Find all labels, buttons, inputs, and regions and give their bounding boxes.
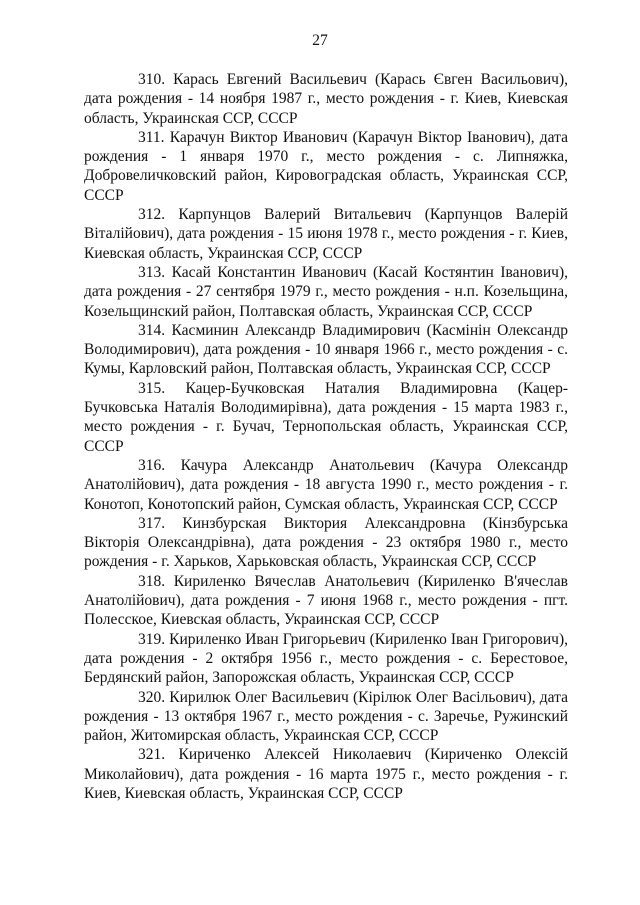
list-item: 311. Карачун Виктор Иванович (Карачун Віктор Іванович), дата рождения - 1 января 1970 г., место рождения - с. Липняжка, Добровеличковский район, Кировоградская область, Украинская ССР, СССР xyxy=(84,128,568,204)
entry-list xyxy=(84,70,568,803)
list-item: 310. Карась Евгений Васильевич (Карась Євген Васильович), дата рождения - 14 ноября 1987 г., место рождения - г. Киев, Киевская область, Украинская ССР, СССР xyxy=(84,71,568,127)
list-item: 317. Кинзбурская Виктория Александровна (Кінзбурська Вікторія Олександрівна), дата рождения - 23 октября 1980 г., место рождения - г. Харьков, Харьковская область, Украинская ССР, СССР xyxy=(84,514,568,571)
list-item: 312. Карпунцов Валерий Витальевич (Карпунцов Валерій Віталійович), дата рождения - 15 июня 1978 г., место рождения - г. Киев, Киевская область, Украинская ССР, СССР xyxy=(84,206,568,262)
list-item: 313. Касай Константин Иванович (Касай Костянтин Іванович), дата рождения - 27 сентября 1979 г., место рождения - н.п. Козельщина, Козельщинский район, Полтавская область, Украинская ССР, СССР xyxy=(84,263,568,320)
list-item: 316. Качура Александр Анатольевич (Качура Олександр Анатолійович), дата рождения - 18 августа 1990 г., место рождения - г. Конотоп, Конотопский район, Сумская область, Украинская ССР, СССР xyxy=(84,456,568,513)
list-item: 319. Кириленко Иван Григорьевич (Кириленко Іван Григорович), дата рождения - 2 октября 1956 г., место рождения - с. Берестовое, Бердянский район, Запорожская область, Украинская ССР, СССР xyxy=(84,630,568,687)
list-item: 320. Кирилюк Олег Васильевич (Кірілюк Олег Васільович), дата рождения - 13 октября 1967 г., место рождения - с. Заречье, Ружинский район, Житомирская область, Украинская ССР, СССР xyxy=(84,688,568,745)
list-item: 318. Кириленко Вячеслав Анатольевич (Кириленко В'ячеслав Анатолійович), дата рождения - 7 июня 1968 г., место рождения - пгт. Полесское, Киевская область, Украинская ССР, СССР xyxy=(84,572,568,629)
list-item: 315. Кацер-Бучковская Наталия Владимировна (Кацер-Бучковська Наталія Володимирівна), дата рождения - 15 марта 1983 г., место рождения - г. Бучач, Тернопольская область, Украинская ССР, СССР xyxy=(84,379,568,455)
page-number: 27 xyxy=(312,32,328,49)
list-item: 321. Кириченко Алексей Николаевич (Кириченко Олексій Миколайович), дата рождения - 16 марта 1975 г., место рождения - г. Киев, Киевская область, Украинская ССР, СССР xyxy=(84,746,568,802)
list-item: 314. Касминин Александр Владимирович (Касмінін Олександр Володимирович), дата рождения - 10 января 1966 г., место рождения - с. Кумы, Карловский район, Полтавская область, Украинская ССР, СССР xyxy=(84,321,568,378)
